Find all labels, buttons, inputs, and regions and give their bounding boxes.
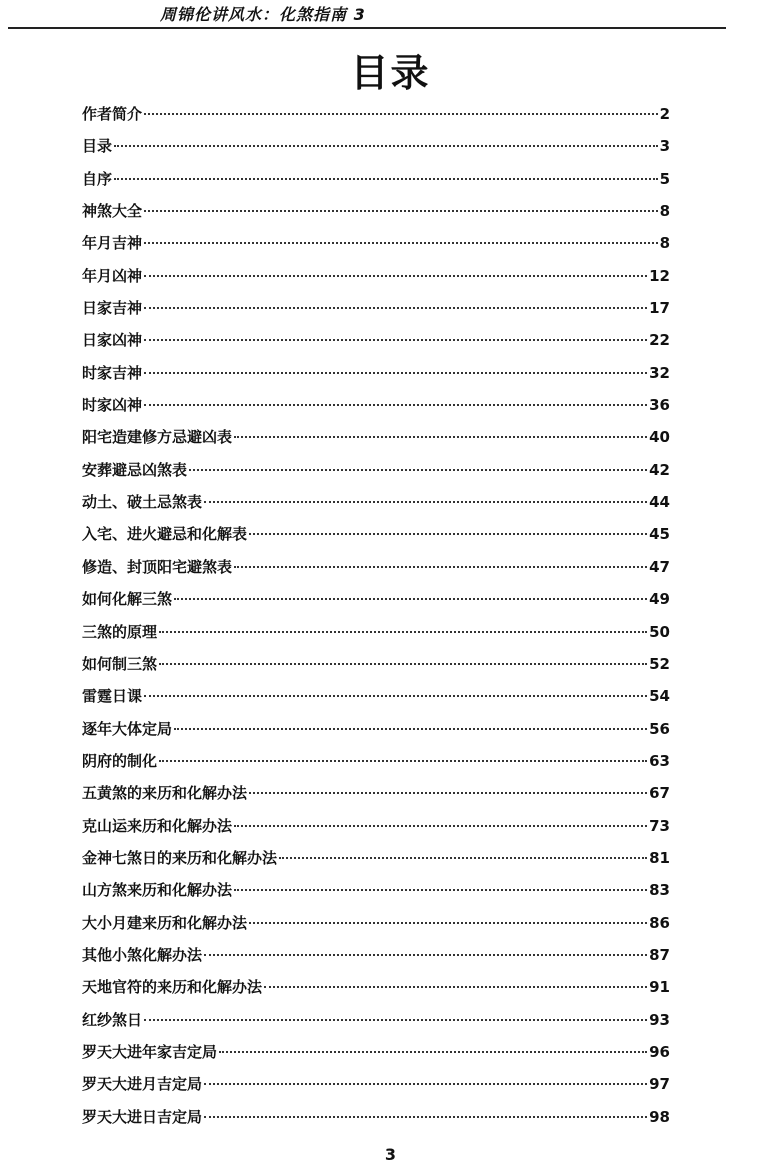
dot-leader: [159, 631, 647, 633]
toc-entry-page: 22: [649, 331, 670, 350]
toc-entry[interactable]: [82, 260, 670, 292]
toc-entry[interactable]: [82, 551, 670, 583]
toc-entry-page: 87: [649, 945, 670, 964]
toc-entry-page: 97: [649, 1075, 670, 1094]
toc-entry-page: 98: [649, 1107, 670, 1126]
toc-entry-label: 克山运来历和化解办法: [82, 816, 233, 835]
toc-entry[interactable]: [82, 357, 670, 389]
toc-entry-label: 三煞的原理: [82, 622, 158, 641]
toc-entry-label: 年月吉神: [82, 234, 143, 253]
dot-leader: [249, 792, 647, 794]
toc-entry-label: 时家吉神: [82, 363, 143, 382]
toc-entry-page: 73: [649, 816, 670, 835]
toc-entry-page: 63: [649, 751, 670, 770]
toc-entry-page: 91: [649, 978, 670, 997]
toc-entry[interactable]: [82, 389, 670, 421]
dot-leader: [144, 339, 647, 341]
toc-entry[interactable]: [82, 648, 670, 680]
toc-entry-page: 45: [649, 525, 670, 544]
toc-entry-label: 目录: [82, 137, 113, 156]
toc-entry-page: 67: [649, 784, 670, 803]
toc-entry-page: 50: [649, 622, 670, 641]
toc-entry[interactable]: [82, 454, 670, 486]
toc-entry-label: 神煞大全: [82, 202, 143, 221]
running-header-text: 周锦伦讲风水：化煞指南 3: [160, 5, 366, 24]
toc-entry-label: 阴府的制化: [82, 751, 158, 770]
toc-entry-page: 49: [649, 590, 670, 609]
dot-leader: [234, 566, 647, 568]
toc-entry-page: 56: [649, 719, 670, 738]
toc-entry-label: 时家凶神: [82, 396, 143, 415]
dot-leader: [144, 113, 658, 115]
toc-entry[interactable]: [82, 616, 670, 648]
toc-entry-page: 83: [649, 881, 670, 900]
dot-leader: [234, 825, 647, 827]
toc-entry-label: 金神七煞日的来历和化解办法: [82, 848, 278, 867]
dot-leader: [144, 275, 647, 277]
toc-entry-label: 阳宅造建修方忌避凶表: [82, 428, 233, 447]
dot-leader: [249, 922, 647, 924]
dot-leader: [204, 1083, 647, 1085]
toc-entry-page: 42: [649, 460, 670, 479]
toc-entry[interactable]: [82, 292, 670, 324]
dot-leader: [114, 178, 658, 180]
toc-entry-page: 32: [649, 363, 670, 382]
toc-entry[interactable]: [82, 1036, 670, 1068]
toc-entry[interactable]: [82, 874, 670, 906]
toc-entry-label: 大小月建来历和化解办法: [82, 913, 248, 932]
toc-entry-label: 动土、破土忌煞表: [82, 493, 203, 512]
toc-entry-label: 罗天大进月吉定局: [82, 1075, 203, 1094]
toc-entry-page: 44: [649, 493, 670, 512]
toc-entry-label: 五黄煞的来历和化解办法: [82, 784, 248, 803]
toc-entry[interactable]: [82, 907, 670, 939]
dot-leader: [174, 728, 647, 730]
toc-entry[interactable]: [82, 713, 670, 745]
toc-entry-label: 自序: [82, 169, 113, 188]
toc-entry-label: 雷霆日课: [82, 687, 143, 706]
toc-entry[interactable]: [82, 324, 670, 356]
toc-entry[interactable]: [82, 486, 670, 518]
toc-entry-page: 8: [659, 202, 670, 221]
dot-leader: [189, 469, 647, 471]
dot-leader: [159, 663, 647, 665]
dot-leader: [144, 1019, 647, 1021]
dot-leader: [174, 598, 647, 600]
toc-entry-label: 修造、封顶阳宅避煞表: [82, 557, 233, 576]
toc-entry[interactable]: [82, 680, 670, 712]
toc-entry[interactable]: [82, 777, 670, 809]
page-title: 目录: [350, 51, 431, 95]
toc-entry-label: 日家吉神: [82, 299, 143, 318]
dot-leader: [279, 857, 647, 859]
toc-entry-label: 年月凶神: [82, 266, 143, 285]
toc-entry-page: 5: [659, 169, 670, 188]
dot-leader: [234, 889, 647, 891]
toc-entry-page: 47: [649, 557, 670, 576]
dot-leader: [249, 533, 647, 535]
toc-entry[interactable]: [82, 842, 670, 874]
toc-entry[interactable]: [82, 939, 670, 971]
toc-entry-page: 86: [649, 913, 670, 932]
toc-entry-page: 54: [649, 687, 670, 706]
toc-list: [82, 98, 670, 1133]
toc-entry-label: 罗天大进日吉定局: [82, 1107, 203, 1126]
toc-entry-page: 36: [649, 396, 670, 415]
page-number: 3: [384, 1145, 397, 1164]
toc-entry[interactable]: [82, 98, 670, 130]
toc-entry[interactable]: [82, 1004, 670, 1036]
toc-entry[interactable]: [82, 518, 670, 550]
toc-entry-label: 如何制三煞: [82, 654, 158, 673]
toc-entry-page: 40: [649, 428, 670, 447]
toc-entry-page: 96: [649, 1042, 670, 1061]
dot-leader: [204, 954, 647, 956]
toc-entry-page: 2: [659, 105, 670, 123]
toc-entry-page: 93: [649, 1010, 670, 1029]
toc-entry-label: 逐年大体定局: [82, 719, 173, 738]
dot-leader: [219, 1051, 647, 1053]
toc-entry[interactable]: [82, 745, 670, 777]
toc-entry-label: 安葬避忌凶煞表: [82, 460, 188, 479]
toc-entry[interactable]: [82, 1101, 670, 1133]
dot-leader: [114, 145, 658, 147]
running-header: [0, 0, 781, 26]
dot-leader: [234, 436, 647, 438]
dot-leader: [144, 307, 647, 309]
toc-entry[interactable]: [82, 163, 670, 195]
toc-entry-label: 红纱煞日: [82, 1010, 143, 1029]
dot-leader: [144, 242, 658, 244]
dot-leader: [204, 501, 647, 503]
toc-entry-page: 12: [649, 266, 670, 285]
toc-entry-label: 山方煞来历和化解办法: [82, 881, 233, 900]
toc-entry-label: 日家凶神: [82, 331, 143, 350]
toc-entry[interactable]: [82, 130, 670, 162]
toc-entry[interactable]: [82, 195, 670, 227]
dot-leader: [144, 372, 647, 374]
dot-leader: [159, 760, 647, 762]
toc-entry[interactable]: [82, 971, 670, 1003]
dot-leader: [144, 695, 647, 697]
toc-entry[interactable]: [82, 810, 670, 842]
toc-entry[interactable]: [82, 421, 670, 453]
toc-entry-page: 17: [649, 299, 670, 318]
dot-leader: [144, 404, 647, 406]
header-rule: [8, 27, 726, 29]
toc-entry-label: 其他小煞化解办法: [82, 945, 203, 964]
toc-entry-label: 天地官符的来历和化解办法: [82, 978, 263, 997]
dot-leader: [144, 210, 658, 212]
toc-entry-page: 81: [649, 848, 670, 867]
toc-entry-page: 8: [659, 234, 670, 253]
toc-entry-label: 入宅、进火避忌和化解表: [82, 525, 248, 544]
dot-leader: [204, 1116, 647, 1118]
toc-entry[interactable]: [82, 1068, 670, 1100]
toc-entry-label: 作者简介: [82, 105, 143, 123]
toc-entry-label: 如何化解三煞: [82, 590, 173, 609]
toc-entry-page: 52: [649, 654, 670, 673]
toc-entry-page: 3: [659, 137, 670, 156]
toc-entry[interactable]: [82, 583, 670, 615]
toc-entry-label: 罗天大进年家吉定局: [82, 1042, 218, 1061]
dot-leader: [264, 986, 647, 988]
toc-entry[interactable]: [82, 227, 670, 259]
